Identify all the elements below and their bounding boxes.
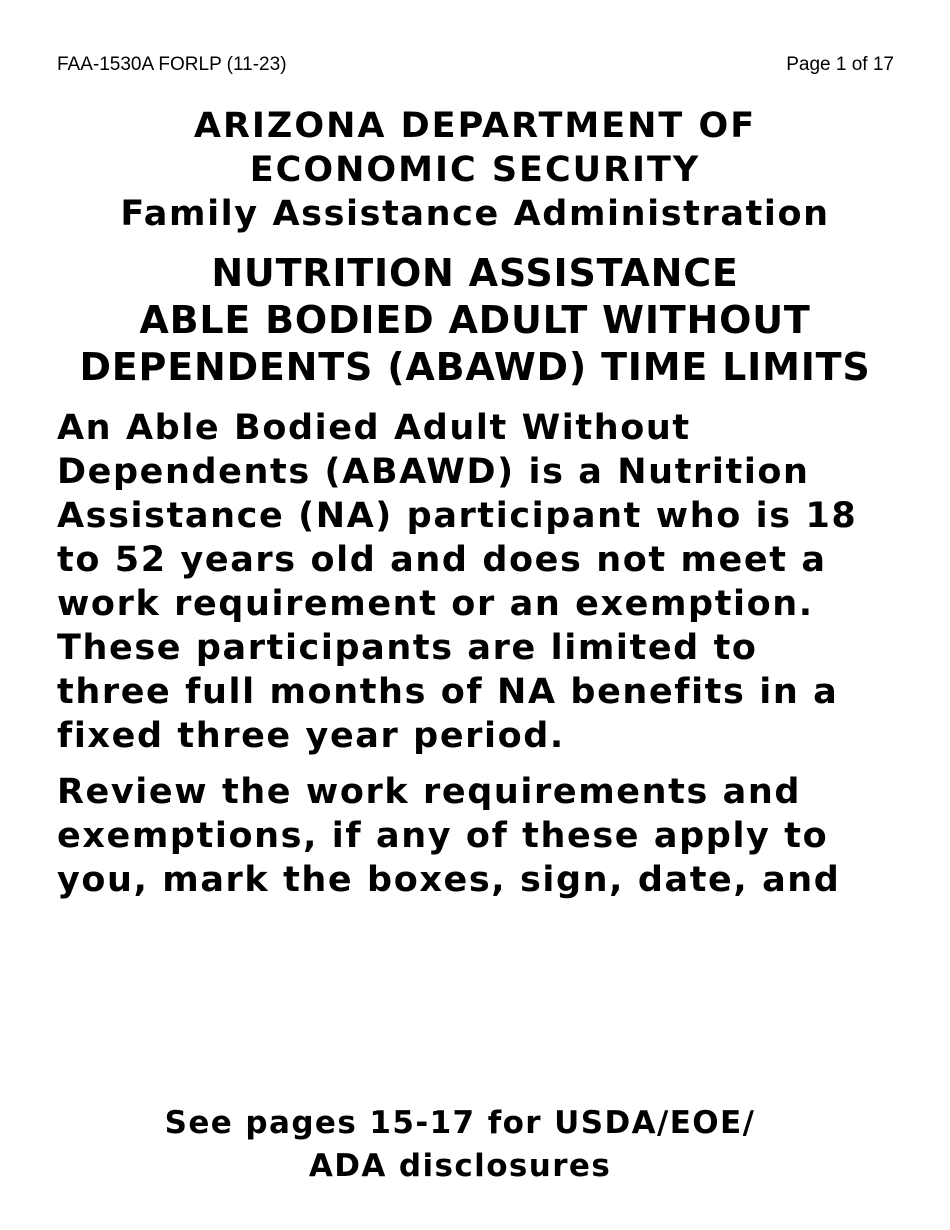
form-code: FAA-1530A FORLP (11-23): [57, 54, 287, 75]
form-title-line-1: NUTRITION ASSISTANCE: [211, 251, 739, 295]
form-title-line-3: DEPENDENTS (ABAWD) TIME LIMITS: [79, 345, 871, 389]
paragraph-line: Dependents (ABAWD) is a Nutrition: [57, 452, 810, 492]
paragraph-line: These participants are limited to: [57, 628, 758, 668]
instruction-paragraph: [57, 770, 927, 902]
intro-paragraph: [57, 406, 927, 758]
paragraph-line: work requirement or an exemption.: [57, 584, 814, 624]
disclosure-note-line-2: ADA disclosures: [308, 1148, 612, 1184]
paragraph-line: Assistance (NA) participant who is 18: [57, 496, 858, 536]
paragraph-line: exemptions, if any of these apply to: [57, 816, 829, 856]
form-title-line-2: ABLE BODIED ADULT WITHOUT: [139, 298, 811, 342]
paragraph-line: Review the work requirements and: [57, 772, 802, 812]
agency-heading: [0, 104, 950, 236]
agency-division: Family Assistance Administration: [120, 194, 830, 234]
paragraph-line: you, mark the boxes, sign, date, and: [57, 860, 841, 900]
disclosure-note-line-1: See pages 15-17 for USDA/EOE/: [164, 1105, 756, 1141]
agency-name-line-1: ARIZONA DEPARTMENT OF: [193, 106, 757, 146]
page-header: [57, 53, 894, 77]
paragraph-line: to 52 years old and does not meet a: [57, 540, 827, 580]
paragraph-line: An Able Bodied Adult Without: [57, 408, 691, 448]
form-title: [0, 250, 950, 391]
disclosure-note: [0, 1102, 920, 1188]
paragraph-line: three full months of NA benefits in a: [57, 672, 839, 712]
agency-name-line-2: ECONOMIC SECURITY: [249, 150, 701, 190]
paragraph-line: fixed three year period.: [57, 716, 565, 756]
page-indicator: Page 1 of 17: [786, 54, 894, 75]
